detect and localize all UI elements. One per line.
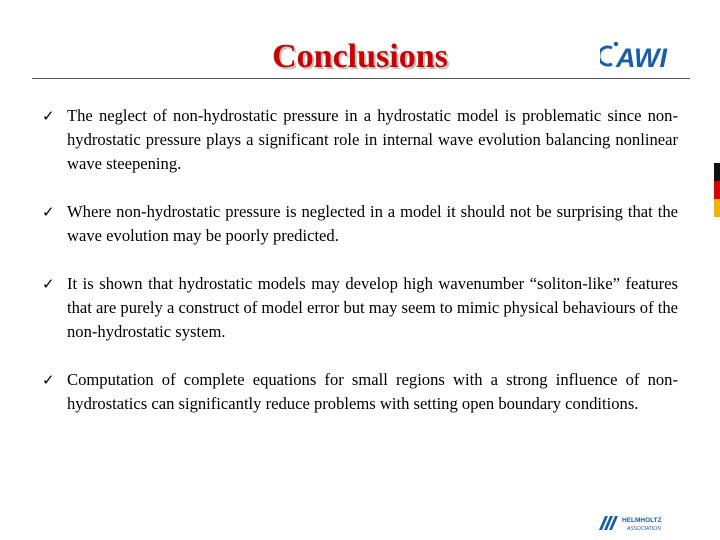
helmholtz-line1: HELMHOLTZ <box>622 517 662 524</box>
bullet-text: Where non-hydrostatic pressure is neglected in a model it should not be surprising that the wave evolution may be poorly predicted. <box>67 202 678 245</box>
german-flag-stripe <box>714 163 720 217</box>
bullet-list <box>42 104 678 440</box>
bullet-text: It is shown that hydrostatic models may develop high wavenumber “soliton-like” features that are purely a construct of model error but may seem to mimic physical behaviours of the non-hydrostatic system. <box>67 274 679 341</box>
bullet-item <box>42 104 678 176</box>
check-icon: ✓ <box>42 371 55 389</box>
awi-logo <box>600 38 684 72</box>
helmholtz-line2: ASSOCIATION <box>627 526 661 532</box>
check-icon: ✓ <box>42 107 55 125</box>
title-divider <box>32 78 690 79</box>
check-icon: ✓ <box>42 275 55 293</box>
bullet-text: The neglect of non-hydrostatic pressure in a hydrostatic model is problematic since non-hydrostatic pressure plays a significant role in internal wave evolution balancing nonlinear wave steepening. <box>67 106 678 173</box>
bullet-item <box>42 368 678 416</box>
bullet-item <box>42 272 678 344</box>
bullet-item <box>42 200 678 248</box>
bullet-text: Computation of complete equations for small regions with a strong influence of non-hydrostatics can significantly reduce problems with setting open boundary conditions. <box>67 370 678 413</box>
awi-logo-text: AWI <box>616 43 667 72</box>
slide-title: Conclusions <box>272 38 448 75</box>
helmholtz-logo <box>597 512 669 534</box>
check-icon: ✓ <box>42 203 55 221</box>
